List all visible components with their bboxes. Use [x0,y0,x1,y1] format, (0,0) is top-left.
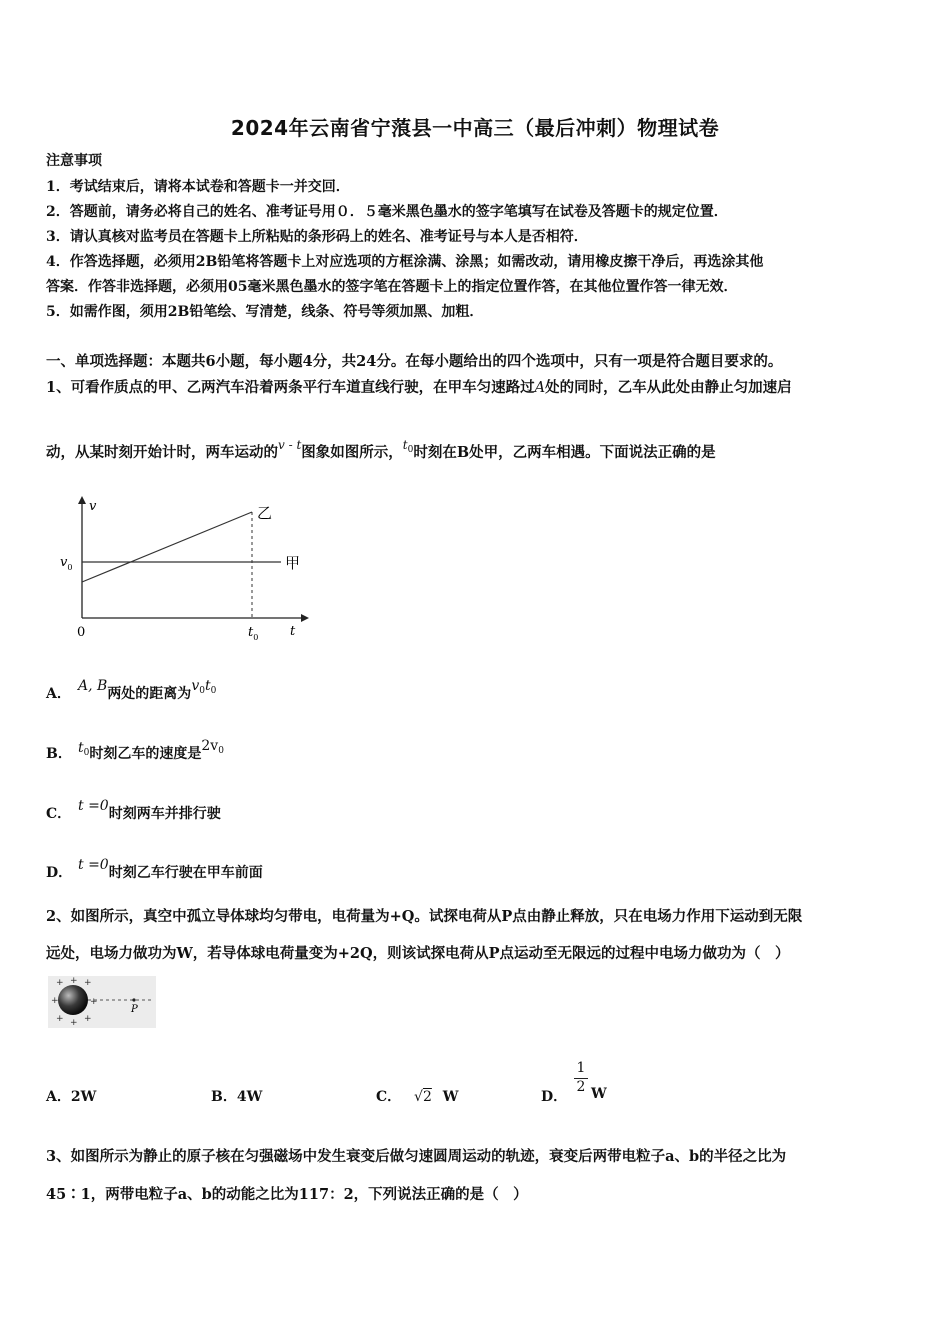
q1-line1: 1、可看作质点的甲、乙两汽车沿着两条平行车道直线行驶，在甲车匀速路过A处的同时，乙车从此处由静止匀加速启 [46,379,792,396]
y-axis-label: v [89,499,97,514]
label-yi: 乙 [257,504,273,522]
plus-sign: + [51,996,59,1006]
line-yi [82,512,252,582]
q2-option-a[interactable]: A．2W [46,1089,97,1105]
plus-sign: + [70,976,78,986]
page-title: 2024年云南省宁蒗县一中高三（最后冲刺）物理试卷 [230,116,720,140]
t0-label: $t_0$ [248,625,259,642]
notice-heading: 注意事项 [46,153,102,169]
x-axis-arrow [301,614,309,622]
point-p-label: P [131,1004,138,1015]
conductor-sphere [58,985,88,1015]
q1-option-a[interactable]: A． A, B两处的距离为$v_0t_0$ [46,678,217,702]
notice-item: 2．答题前，请务必将自己的姓名、准考证号用０．５毫米黑色墨水的签字笔填写在试卷及答题卡的规定位置． [46,204,728,220]
plus-sign: + [90,997,98,1007]
notice-item: 答案．作答非选择题，必须用05毫米黑色墨水的签字笔在答题卡上的指定位置作答，在其他位置作答一律无效． [46,279,738,295]
plus-sign: + [70,1018,78,1028]
point-p-dot [132,998,135,1001]
q2-option-d[interactable]: D． [541,1089,568,1105]
q1-option-c[interactable]: C． t =0时刻两车并排行驶 [46,798,221,822]
plus-sign: + [84,1014,92,1024]
v0-label: $v_0$ [60,555,73,572]
x-axis-label: t [290,624,296,639]
q2-option-b[interactable]: B．4W [211,1089,263,1105]
plus-sign: + [84,978,92,988]
section-heading: 一、单项选择题：本题共6小题，每小题4分，共24分。在每小题给出的四个选项中，只有一项是符合题目要求的。 [46,353,783,370]
q3-line1: 3、如图所示为静止的原子核在匀强磁场中发生衰变后做匀速圆周运动的轨迹，衰变后两带电粒子a、b的半径之比为 [46,1148,787,1165]
q2-option-c[interactable]: C． √2 W [376,1089,459,1105]
q1-line2: 动，从某时刻开始计时，两车运动的$^{v - t}$图象如图所示，$^{t_0}$时刻在B处甲，乙两车相遇。下面说法正确的是 [46,438,716,461]
q1-option-b[interactable]: B． $t_0$时刻乙车的速度是$2v_0$ [46,738,224,762]
q2-option-d-fraction: 1 2 [574,1060,588,1095]
origin-label: 0 [77,625,86,640]
label-jia: 甲 [285,554,301,572]
q3-line2: 45∶1，两带电粒子a、b的动能之比为117：2，下列说法正确的是（ ） [46,1186,528,1203]
q2-line2: 远处，电场力做功为W，若导体球电荷量变为+2Q，则该试探电荷从P点运动至无限远的过程中电场力做功为（ ） [46,945,790,962]
q2-option-d-unit: W [591,1086,607,1102]
plus-sign: + [56,978,64,988]
vt-graph [55,490,315,650]
notice-item: 3．请认真核对监考员在答题卡上所粘贴的条形码上的姓名、准考证号与本人是否相符． [46,229,588,245]
q1-option-d[interactable]: D． t =0时刻乙车行驶在甲车前面 [46,857,263,881]
q2-line1: 2、如图所示，真空中孤立导体球均匀带电，电荷量为+Q。试探电荷从P点由静止释放，只在电场力作用下运动到无限 [46,908,803,925]
notice-item: 4．作答选择题，必须用2B铅笔将答题卡上对应选项的方框涂满、涂黑；如需改动，请用橡皮擦干净后，再选涂其他 [46,254,764,270]
plus-sign: + [56,1014,64,1024]
notice-item: 1．考试结束后，请将本试卷和答题卡一并交回． [46,179,350,195]
y-axis-arrow [78,496,86,504]
charged-sphere-figure [48,976,156,1028]
notice-item: 5．如需作图，须用2B铅笔绘、写清楚，线条、符号等须加黑、加粗． [46,304,484,320]
